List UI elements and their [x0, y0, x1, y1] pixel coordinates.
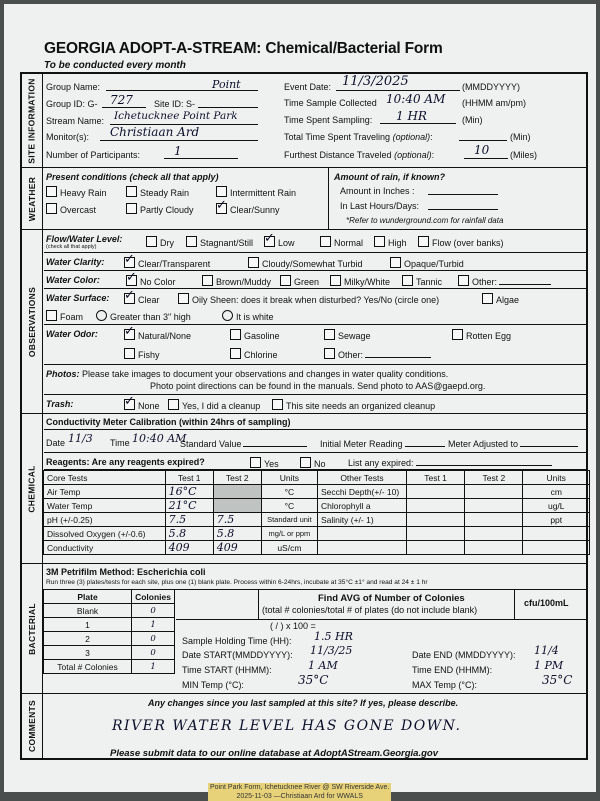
time-end-label: Time END (HHMM): — [412, 665, 493, 675]
odor-label: Water Odor: — [46, 329, 98, 339]
petrifilm-instructions: Run three (3) plates/tests for each site, plus one (1) blank plate. Process within 6-24hrs, incubate at 35°C ±1° and read at 24 ± 1 hr — [46, 579, 428, 586]
reagents-label: Reagents: Are any reagents expired? — [46, 457, 205, 467]
wunderground-note: *Refer to wunderground.com for rainfall data — [346, 216, 504, 225]
min-temp-value[interactable]: 35°C — [298, 673, 329, 687]
participants-value[interactable]: 1 — [174, 144, 182, 158]
header-other-units: Units — [523, 471, 590, 485]
trash-label: Trash: — [46, 399, 74, 409]
avg-title: Find AVG of Number of Colonies — [318, 593, 465, 604]
table-row: Dissolved Oxygen (+/-0.6) 5.8 5.8 mg/L or ppm — [44, 527, 590, 541]
initial-reading-label: Initial Meter Reading — [320, 438, 445, 449]
event-date-label: Event Date: — [284, 82, 332, 92]
photo-caption — [208, 783, 391, 801]
monitors-label: Monitor(s): — [46, 132, 90, 142]
table-row: Water Temp 21°C °C Chlorophyll a ug/L — [44, 499, 590, 513]
table-row: Air Temp 16°C °C Secchi Depth(+/- 10) cm — [44, 485, 590, 499]
weather-intermittent-rain[interactable]: Intermittent Rain — [216, 186, 296, 198]
calib-time-value[interactable]: 10:40 AM — [132, 432, 187, 445]
date-end-value[interactable]: 11/4 — [534, 644, 559, 657]
travel-time-unit: (Min) — [510, 132, 531, 142]
time-spent-unit: (Min) — [462, 115, 483, 125]
color-no-color[interactable]: ✓ No Color — [126, 275, 176, 287]
flow-dry[interactable]: Dry — [146, 236, 174, 248]
distance-unit: (Miles) — [510, 150, 537, 160]
plates-table — [43, 589, 175, 674]
color-green[interactable]: Green — [280, 275, 319, 287]
flow-normal[interactable]: Normal — [320, 236, 363, 248]
header-test1: Test 1 — [165, 471, 213, 485]
calib-date-label: Date — [46, 438, 66, 448]
rain-inches-label: Amount in Inches : — [340, 186, 415, 196]
date-end-label: Date END (MMDDYYYY): — [412, 650, 516, 660]
form-title: GEORGIA ADOPT-A-STREAM: Chemical/Bacterial Form — [44, 40, 443, 57]
bacterial-section — [22, 564, 586, 694]
odor-sewage[interactable]: Sewage — [324, 329, 371, 341]
clarity-cloudy[interactable]: Cloudy/Somewhat Turbid — [248, 257, 363, 269]
clarity-opaque[interactable]: Opaque/Turbid — [390, 257, 464, 269]
comments-text[interactable]: RIVER WATER LEVEL HAS GONE DOWN. — [112, 718, 462, 734]
flow-high[interactable]: High — [374, 236, 407, 248]
form-subtitle: To be conducted every month — [44, 60, 186, 71]
odor-gasoline[interactable]: Gasoline — [230, 329, 280, 341]
reagents-yes[interactable]: Yes — [250, 457, 279, 469]
weather-heavy-rain[interactable]: Heavy Rain — [46, 186, 107, 198]
distance-label: Furthest Distance Traveled — [284, 150, 392, 160]
observations-label: OBSERVATIONS — [27, 286, 38, 357]
surface-foam[interactable]: Foam — [46, 310, 83, 322]
chemical-section — [22, 414, 586, 564]
form-page — [4, 4, 596, 792]
distance-note: (optional) — [394, 150, 432, 160]
plate-header: Plate — [44, 590, 132, 604]
meter-adjusted-label: Meter Adjusted to — [448, 438, 578, 449]
color-brown[interactable]: Brown/Muddy — [202, 275, 271, 287]
calib-date-value[interactable]: 11/3 — [68, 432, 93, 445]
header-other-test1: Test 1 — [406, 471, 464, 485]
surface-oily-sheen[interactable]: Oily Sheen: does it break when disturbed? Yes/No (circle one) — [178, 293, 439, 305]
present-conditions-label: Present conditions (check all that apply) — [46, 172, 219, 182]
min-temp-label: MIN Temp (°C): — [182, 680, 244, 690]
table-row: Blank 0 — [44, 604, 175, 618]
time-collected-label: Time Sample Collected — [284, 98, 377, 108]
calib-time-label: Time — [110, 438, 130, 448]
group-id-value[interactable]: 727 — [110, 93, 133, 107]
expired-label: List any expired: — [348, 457, 552, 468]
date-start-label: Date START(MMDDYYYY): — [182, 650, 293, 660]
weather-overcast[interactable]: Overcast — [46, 203, 96, 215]
trash-cleanup[interactable]: Yes, I did a cleanup — [168, 399, 260, 411]
odor-other[interactable]: Other: — [324, 348, 431, 360]
monitors-value[interactable]: Christiaan Ard — [110, 125, 200, 139]
header-other-tests: Other Tests — [318, 471, 407, 485]
tests-table — [43, 470, 590, 555]
time-end-value[interactable]: 1 PM — [534, 659, 564, 672]
table-row: pH (+/-0.25) 7.5 7.5 Standard unit Salinity (+/- 1) ppt — [44, 513, 590, 527]
site-info-section: SITE INFORMATION Group Name: Group ID: G- 727 Site ID: S- Point Stream Name: Ichetucknee Point Park Monitor(s): Christiaan Ard Number of Participants: 1 Event Date: 11/3/2025 (MMDDYYYY) Time Sample Collected 10:40 AM (HHMM am/pm) Time Spent Sampling: 1 HR (Min) Total Time Spent Traveling (optional): (Min) Furthest Distance Traveled (optional): 10 (Miles) — [22, 74, 586, 168]
table-row: 1 1 — [44, 618, 175, 632]
rain-amount-label: Amount of rain, if known? — [334, 172, 445, 182]
max-temp-label: MAX Temp (°C): — [412, 680, 477, 690]
color-tannic[interactable]: Tannic — [402, 275, 442, 287]
avg-formula: (total # colonies/total # of plates (do not include blank) — [262, 605, 478, 615]
chemical-label: CHEMICAL — [27, 464, 38, 513]
site-id-value[interactable]: Point — [212, 78, 241, 91]
group-name-label: Group Name: — [46, 82, 101, 92]
stream-name-value[interactable]: Ichetucknee Point Park — [114, 110, 238, 122]
flow-note: (check all that apply) — [46, 244, 97, 250]
header-units: Units — [261, 471, 317, 485]
stream-name-label: Stream Name: — [46, 116, 105, 126]
comments-label: COMMENTS — [27, 700, 38, 752]
flow-over-banks[interactable]: Flow (over banks) — [418, 236, 504, 248]
weather-section — [22, 168, 586, 230]
travel-time-label: Total Time Spent Traveling — [284, 132, 391, 142]
event-date-value[interactable]: 11/3/2025 — [342, 74, 409, 89]
header-other-test2: Test 2 — [465, 471, 523, 485]
flow-stagnant[interactable]: Stagnant/Still — [186, 236, 253, 248]
clarity-clear[interactable]: ✓ Clear/Transparent — [124, 257, 210, 269]
date-start-value[interactable]: 11/3/25 — [310, 644, 353, 657]
standard-value-label: Standard Value — [180, 438, 307, 449]
color-milky[interactable]: Milky/White — [330, 275, 390, 287]
surface-algae[interactable]: Algae — [482, 293, 519, 305]
time-collected-value[interactable]: 10:40 AM — [386, 92, 446, 106]
site-info-label: SITE INFORMATION — [27, 77, 38, 164]
petrifilm-title: 3M Petrifilm Method: Escherichia coli — [46, 567, 206, 577]
clarity-label: Water Clarity: — [46, 257, 105, 267]
form-footer: Please submit data to our online database at AdoptAStream.Georgia.gov — [110, 748, 438, 759]
time-start-label: Time START (HHMM): — [182, 665, 272, 675]
participants-label: Number of Participants: — [46, 150, 141, 160]
caption-line-1: Point Park Form, Ichetucknee River @ SW Riverside Ave. — [210, 784, 390, 791]
table-row: Conductivity 409 409 uS/cm — [44, 541, 590, 555]
holding-time-value[interactable]: 1.5 HR — [314, 630, 353, 643]
weather-steady-rain[interactable]: Steady Rain — [126, 186, 189, 198]
photos-label: Photos: — [46, 369, 80, 379]
tests-header-row — [44, 471, 590, 485]
distance-value[interactable]: 10 — [474, 143, 490, 157]
photos-text-2: Photo point directions can be found in the manuals. Send photo to AAS@gaepd.org. — [150, 381, 486, 391]
odor-chlorine[interactable]: Chlorine — [230, 348, 278, 360]
cfu-unit: cfu/100mL — [524, 598, 569, 608]
flow-low[interactable]: ✓ Low — [264, 236, 295, 248]
site-id-label: Site ID: S- — [154, 99, 196, 109]
rain-hours-label: In Last Hours/Days: — [340, 201, 420, 211]
time-collected-format: (HHMM am/pm) — [462, 98, 526, 108]
trash-none[interactable]: ✓ None — [124, 399, 160, 411]
time-spent-value[interactable]: 1 HR — [396, 109, 427, 123]
weather-partly-cloudy[interactable]: Partly Cloudy — [126, 203, 194, 215]
time-spent-label: Time Spent Sampling: — [284, 115, 373, 125]
travel-time-note: (optional) — [392, 132, 431, 142]
holding-time-label: Sample Holding Time (HH): — [182, 636, 292, 646]
avg-calc: ( / ) x 100 = — [270, 621, 316, 631]
event-date-format: (MMDDYYYY) — [462, 82, 520, 92]
comments-prompt: Any changes since you last sampled at this site? If yes, please describe. — [148, 698, 459, 708]
trash-organized[interactable]: This site needs an organized cleanup — [272, 399, 435, 411]
reagents-no[interactable]: No — [300, 457, 326, 469]
weather-clear-sunny[interactable]: ✓ Clear/Sunny — [216, 203, 280, 215]
odor-rotten-egg[interactable]: Rotten Egg — [452, 329, 511, 341]
surface-label: Water Surface: — [46, 293, 110, 303]
colonies-header: Colonies — [132, 590, 175, 604]
table-row: 2 0 — [44, 632, 175, 646]
surface-white[interactable]: It is white — [222, 310, 274, 322]
form-frame — [20, 72, 588, 760]
table-row: Total # Colonies 1 — [44, 660, 175, 674]
photos-text-1: Please take images to document your observations and changes in water quality conditions. — [82, 369, 449, 379]
color-other[interactable]: Other: — [458, 275, 551, 287]
bacterial-label: BACTERIAL — [27, 602, 37, 655]
surface-clear[interactable]: ✓ Clear — [124, 293, 160, 305]
caption-line-2: 2025-11-03 —Christiaan Ard for WWALS — [236, 793, 363, 800]
odor-natural[interactable]: ✓ Natural/None — [124, 329, 191, 341]
max-temp-value[interactable]: 35°C — [542, 673, 573, 687]
header-core-tests: Core Tests — [44, 471, 166, 485]
color-label: Water Color: — [46, 275, 100, 285]
flow-label: Flow/Water Level: — [46, 234, 123, 244]
group-id-label: Group ID: G- — [46, 99, 98, 109]
time-start-value[interactable]: 1 AM — [308, 659, 338, 672]
table-row: 3 0 — [44, 646, 175, 660]
odor-fishy[interactable]: Fishy — [124, 348, 160, 360]
observations-section — [22, 230, 586, 414]
calibration-title: Conductivity Meter Calibration (within 24hrs of sampling) — [46, 417, 291, 427]
surface-greater-3in[interactable]: Greater than 3" high — [96, 310, 191, 322]
header-test2: Test 2 — [213, 471, 261, 485]
weather-label: WEATHER — [27, 176, 38, 221]
